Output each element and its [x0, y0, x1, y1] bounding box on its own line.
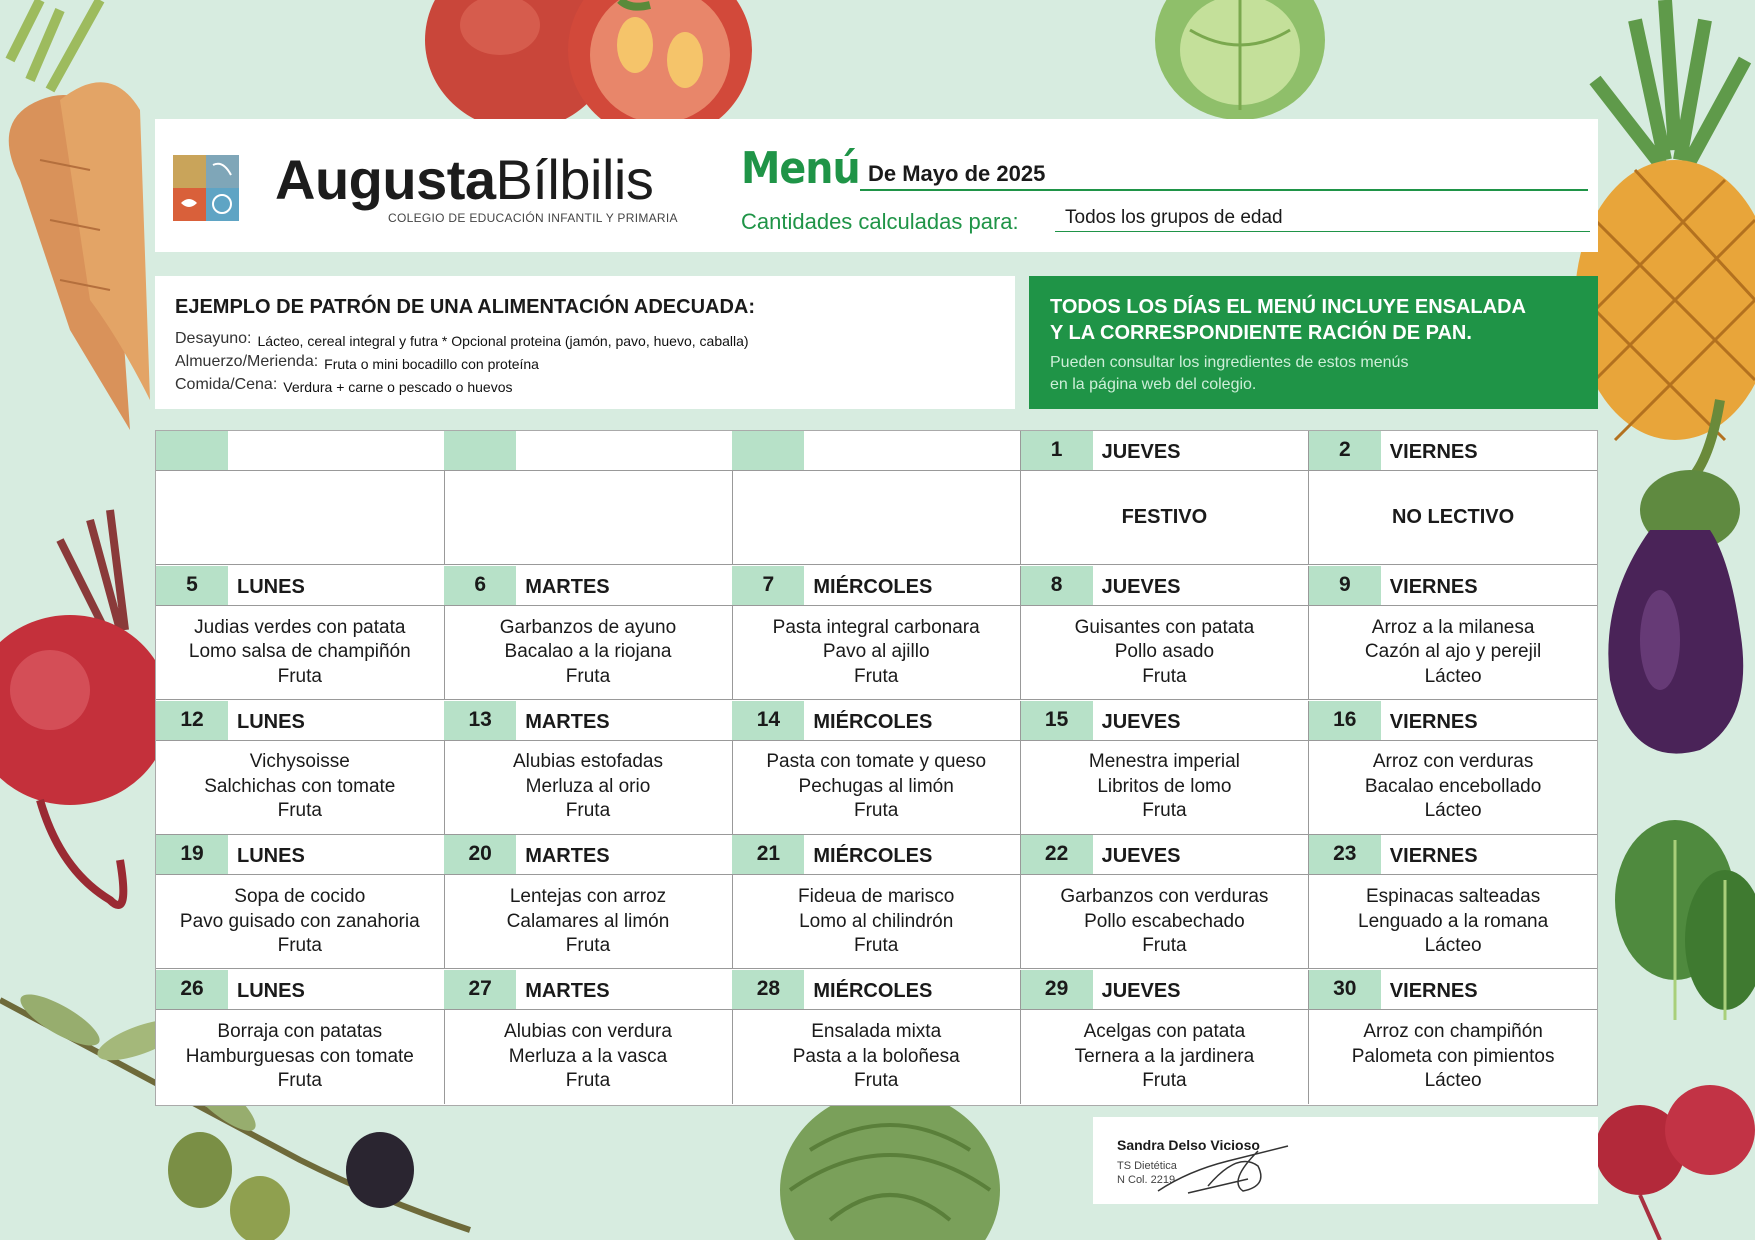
- dish: Merluza a la vasca: [508, 1045, 668, 1067]
- calendar-day: [444, 835, 733, 969]
- day-number: 30: [1309, 970, 1381, 1009]
- calendar-day: [156, 835, 445, 969]
- day-menu: [1021, 606, 1309, 700]
- day-menu: [1309, 741, 1598, 835]
- dish: Hamburguesas con tomate: [185, 1045, 414, 1067]
- day-header: [1021, 566, 1309, 606]
- menu-date: De Mayo de 2025: [860, 161, 1588, 191]
- day-header: [732, 835, 1020, 875]
- day-number: 1: [1021, 431, 1093, 470]
- day-menu: [444, 606, 732, 700]
- pattern-title: EJEMPLO DE PATRÓN DE UNA ALIMENTACIÓN ADECUADA:: [175, 296, 755, 318]
- day-name: MIÉRCOLES: [813, 845, 933, 868]
- pattern-value: Lácteo, cereal integral y futra * Opcional proteina (jamón, pavo, huevo, caballa): [257, 333, 749, 349]
- dish: Lomo al chilindrón: [799, 910, 954, 932]
- dish: Borraja con patatas: [217, 1021, 383, 1043]
- day-number: 9: [1309, 566, 1381, 605]
- day-name: MIÉRCOLES: [813, 980, 933, 1003]
- dish: Guisantes con patata: [1074, 616, 1255, 638]
- day-header: [1309, 701, 1598, 741]
- day-menu: [156, 1010, 444, 1104]
- notice-line-4: en la página web del colegio.: [1050, 376, 1257, 393]
- dish: Arroz a la milanesa: [1371, 616, 1535, 638]
- dish: Fruta: [1142, 935, 1187, 957]
- day-menu: [444, 471, 732, 565]
- calendar-day: [156, 970, 445, 1104]
- calendar-day: [156, 566, 445, 700]
- day-number: 27: [444, 970, 516, 1009]
- dish: Pollo escabechado: [1084, 910, 1245, 932]
- dish: Lomo salsa de champiñón: [188, 641, 411, 663]
- dish: Calamares al limón: [506, 910, 670, 932]
- calendar-day: [156, 431, 445, 565]
- calendar-day: [732, 970, 1021, 1104]
- dish: Ternera a la jardinera: [1074, 1045, 1255, 1067]
- day-menu: [732, 471, 1020, 565]
- day-name: JUEVES: [1101, 845, 1181, 868]
- day-number: 5: [156, 566, 228, 605]
- day-name: MARTES: [525, 710, 610, 733]
- day-name: MARTES: [525, 980, 610, 1003]
- header-panel: [155, 119, 1598, 252]
- day-header: [444, 835, 732, 875]
- tomato-illustration: [420, 0, 750, 130]
- calendar-day: [732, 701, 1021, 835]
- day-name: LUNES: [237, 980, 305, 1003]
- dish: Alubias estofadas: [512, 751, 663, 773]
- pattern-label: Desayuno:: [175, 330, 252, 347]
- calendar-day: [1309, 701, 1598, 835]
- day-number: 2: [1309, 431, 1381, 470]
- day-number: 19: [156, 835, 228, 874]
- pattern-label: Almuerzo/Merienda:: [175, 353, 319, 370]
- day-menu: [444, 875, 732, 969]
- calendar-day: [444, 566, 733, 700]
- day-header: [1309, 566, 1598, 606]
- calendar-day: [444, 431, 733, 565]
- dish: Lácteo: [1424, 935, 1482, 957]
- calendar-day: [1309, 431, 1598, 565]
- day-name: LUNES: [237, 710, 305, 733]
- day-name: MARTES: [525, 575, 610, 598]
- pattern-value: Fruta o mini bocadillo con proteína: [324, 356, 539, 372]
- dish: Fruta: [854, 935, 899, 957]
- day-number: 22: [1021, 835, 1093, 874]
- dish: Pasta con tomate y queso: [766, 751, 987, 773]
- dish: Sopa de cocido: [234, 886, 366, 908]
- dish: Vichysoisse: [249, 751, 350, 773]
- day-name: JUEVES: [1101, 441, 1181, 463]
- day-header: [1309, 431, 1598, 471]
- day-name: VIERNES: [1389, 980, 1478, 1003]
- beetroot-illustration: [0, 500, 170, 920]
- day-header: [444, 970, 732, 1010]
- dish: Fruta: [854, 800, 899, 822]
- day-header: [732, 566, 1020, 606]
- calendar-day: [1309, 566, 1598, 700]
- day-menu: [444, 1010, 732, 1104]
- day-menu: [732, 875, 1020, 969]
- dish: Fruta: [1142, 665, 1187, 687]
- dish: Fruta: [277, 800, 322, 822]
- day-number: 21: [732, 835, 804, 874]
- day-header: [444, 701, 732, 741]
- brand-name: AugustaBílbilis: [275, 148, 654, 211]
- school-logo-icon: [173, 155, 239, 221]
- day-menu: [1309, 471, 1598, 565]
- day-header: [156, 835, 444, 875]
- dish: Pasta a la boloñesa: [792, 1045, 960, 1067]
- day-number: 16: [1309, 701, 1381, 740]
- day-name: JUEVES: [1101, 710, 1181, 733]
- cabbage-illustration: [1150, 0, 1330, 120]
- day-name: JUEVES: [1101, 575, 1181, 598]
- dish: Acelgas con patata: [1083, 1021, 1246, 1043]
- dish: Fruta: [854, 665, 899, 687]
- pattern-label: Comida/Cena:: [175, 376, 278, 393]
- dish: Pavo al ajillo: [822, 641, 930, 663]
- dish: Lácteo: [1424, 800, 1482, 822]
- dish: Fruta: [277, 1070, 322, 1092]
- notice-line-2: Y LA CORRESPONDIENTE RACIÓN DE PAN.: [1050, 322, 1472, 344]
- dietitian-name: Sandra Delso Vicioso: [1117, 1137, 1260, 1153]
- calendar-day: [732, 566, 1021, 700]
- dish: Lentejas con arroz: [509, 886, 667, 908]
- pattern-row-breakfast: [175, 330, 749, 348]
- dish: Pollo asado: [1114, 641, 1215, 663]
- day-header: [444, 566, 732, 606]
- day-header: [1309, 970, 1598, 1010]
- day-number: 13: [444, 701, 516, 740]
- calendar-day: [1021, 431, 1310, 565]
- signature-scribble-icon: [1148, 1131, 1298, 1201]
- day-number: 8: [1021, 566, 1093, 605]
- dish: Bacalao encebollado: [1364, 775, 1542, 797]
- day-menu: [156, 875, 444, 969]
- pattern-row-lunch: [175, 376, 513, 394]
- dish: Espinacas salteadas: [1365, 886, 1541, 908]
- calendar-day: [156, 701, 445, 835]
- dish: Alubias con verdura: [504, 1021, 672, 1043]
- day-number: 7: [732, 566, 804, 605]
- carrot-illustration: [0, 0, 170, 440]
- day-menu: [1309, 1010, 1598, 1104]
- nutrition-pattern-panel: [155, 276, 1015, 409]
- dish: Pechugas al limón: [798, 775, 954, 797]
- calendar-day: [732, 835, 1021, 969]
- day-number: 15: [1021, 701, 1093, 740]
- day-menu: [444, 741, 732, 835]
- day-header: [1021, 701, 1309, 741]
- dish: Salchichas con tomate: [204, 775, 396, 797]
- dish: Fruta: [565, 665, 611, 687]
- day-name: VIERNES: [1389, 710, 1478, 733]
- quantities-value: Todos los grupos de edad: [1055, 207, 1590, 232]
- calendar-day: [1021, 701, 1310, 835]
- day-name: JUEVES: [1101, 980, 1181, 1003]
- day-name: LUNES: [237, 575, 305, 598]
- menu-calendar: [155, 430, 1598, 1106]
- daily-notice-panel: [1029, 276, 1598, 409]
- dish: Fruta: [277, 935, 322, 957]
- dietitian-title: TS Dietética: [1117, 1160, 1177, 1172]
- calendar-day: [732, 431, 1021, 565]
- dish: Arroz con champiñón: [1363, 1021, 1543, 1043]
- dish: Bacalao a la riojana: [504, 641, 672, 663]
- day-name: MARTES: [525, 845, 610, 868]
- signature-panel: [1093, 1117, 1598, 1204]
- quantities-label: Cantidades calculadas para:: [741, 209, 1019, 234]
- dish: Lenguado a la romana: [1358, 910, 1549, 932]
- radish-illustration: [1590, 1050, 1755, 1240]
- dish: Menestra imperial: [1088, 751, 1240, 773]
- dish: Ensalada mixta: [811, 1021, 942, 1043]
- day-header: [156, 970, 444, 1010]
- day-menu: [156, 471, 444, 565]
- day-number: 29: [1021, 970, 1093, 1009]
- day-status: NO LECTIVO: [1391, 506, 1515, 529]
- day-header: [1309, 835, 1598, 875]
- day-menu: [732, 606, 1020, 700]
- pattern-row-snack: [175, 353, 539, 371]
- dish: Fruta: [1142, 1070, 1187, 1092]
- day-menu: [1021, 875, 1309, 969]
- dish: Cazón al ajo y perejil: [1364, 641, 1542, 663]
- day-header: [732, 970, 1020, 1010]
- calendar-day: [444, 970, 733, 1104]
- dish: Lácteo: [1424, 1070, 1482, 1092]
- dish: Merluza al orio: [525, 775, 651, 797]
- brand-subtitle: COLEGIO DE EDUCACIÓN INFANTIL Y PRIMARIA: [388, 211, 678, 225]
- dish: Fideua de marisco: [798, 886, 955, 908]
- day-menu: [1309, 606, 1598, 700]
- dish: Fruta: [1142, 800, 1187, 822]
- day-number: 23: [1309, 835, 1381, 874]
- day-number: 20: [444, 835, 516, 874]
- dish: Fruta: [277, 665, 322, 687]
- calendar-day: [1309, 970, 1598, 1104]
- day-header: [156, 431, 444, 471]
- day-header: [732, 431, 1020, 471]
- dish: Fruta: [854, 1070, 899, 1092]
- day-number: 26: [156, 970, 228, 1009]
- day-header: [1021, 970, 1309, 1010]
- dish: Garbanzos de ayuno: [499, 616, 677, 638]
- dish: Pavo guisado con zanahoria: [179, 910, 420, 932]
- day-number: [444, 431, 516, 470]
- day-header: [156, 566, 444, 606]
- day-number: [156, 431, 228, 470]
- day-menu: [1021, 471, 1309, 565]
- dish: Libritos de lomo: [1097, 775, 1232, 797]
- day-number: 12: [156, 701, 228, 740]
- calendar-day: [1021, 835, 1310, 969]
- dish: Judias verdes con patata: [194, 616, 406, 638]
- day-number: 28: [732, 970, 804, 1009]
- day-menu: [156, 741, 444, 835]
- day-menu: [1021, 1010, 1309, 1104]
- calendar-day: [1309, 835, 1598, 969]
- day-menu: [732, 1010, 1020, 1104]
- day-name: LUNES: [237, 845, 305, 868]
- dietitian-college-number: N Col. 2219: [1117, 1174, 1176, 1186]
- day-name: VIERNES: [1389, 845, 1478, 868]
- dish: Palometa con pimientos: [1351, 1045, 1555, 1067]
- day-header: [732, 701, 1020, 741]
- day-menu: [1021, 741, 1309, 835]
- calendar-day: [444, 701, 733, 835]
- day-status: FESTIVO: [1121, 506, 1208, 529]
- day-number: 14: [732, 701, 804, 740]
- day-name: VIERNES: [1389, 441, 1478, 463]
- calendar-day: [1021, 970, 1310, 1104]
- dish: Fruta: [565, 1070, 611, 1092]
- day-header: [444, 431, 732, 471]
- calendar-day: [1021, 566, 1310, 700]
- day-menu: [1309, 875, 1598, 969]
- day-number: 6: [444, 566, 516, 605]
- notice-line-1: TODOS LOS DÍAS EL MENÚ INCLUYE ENSALADA: [1050, 296, 1526, 318]
- pattern-value: Verdura + carne o pescado o huevos: [283, 379, 513, 395]
- dish: Garbanzos con verduras: [1060, 886, 1269, 908]
- dish: Pasta integral carbonara: [772, 616, 980, 638]
- day-menu: [156, 606, 444, 700]
- day-name: MIÉRCOLES: [813, 710, 933, 733]
- notice-line-3: Pueden consultar los ingredientes de estos menús: [1050, 354, 1409, 371]
- day-header: [1021, 835, 1309, 875]
- menu-title: Menú: [741, 143, 860, 194]
- day-menu: [732, 741, 1020, 835]
- eggplant-illustration: [1590, 400, 1755, 770]
- day-name: MIÉRCOLES: [813, 575, 933, 598]
- dish: Arroz con verduras: [1372, 751, 1534, 773]
- day-name: VIERNES: [1389, 575, 1478, 598]
- day-header: [156, 701, 444, 741]
- dish: Lácteo: [1424, 665, 1482, 687]
- dish: Fruta: [565, 935, 611, 957]
- day-header: [1021, 431, 1309, 471]
- day-number: [732, 431, 804, 470]
- dish: Fruta: [565, 800, 611, 822]
